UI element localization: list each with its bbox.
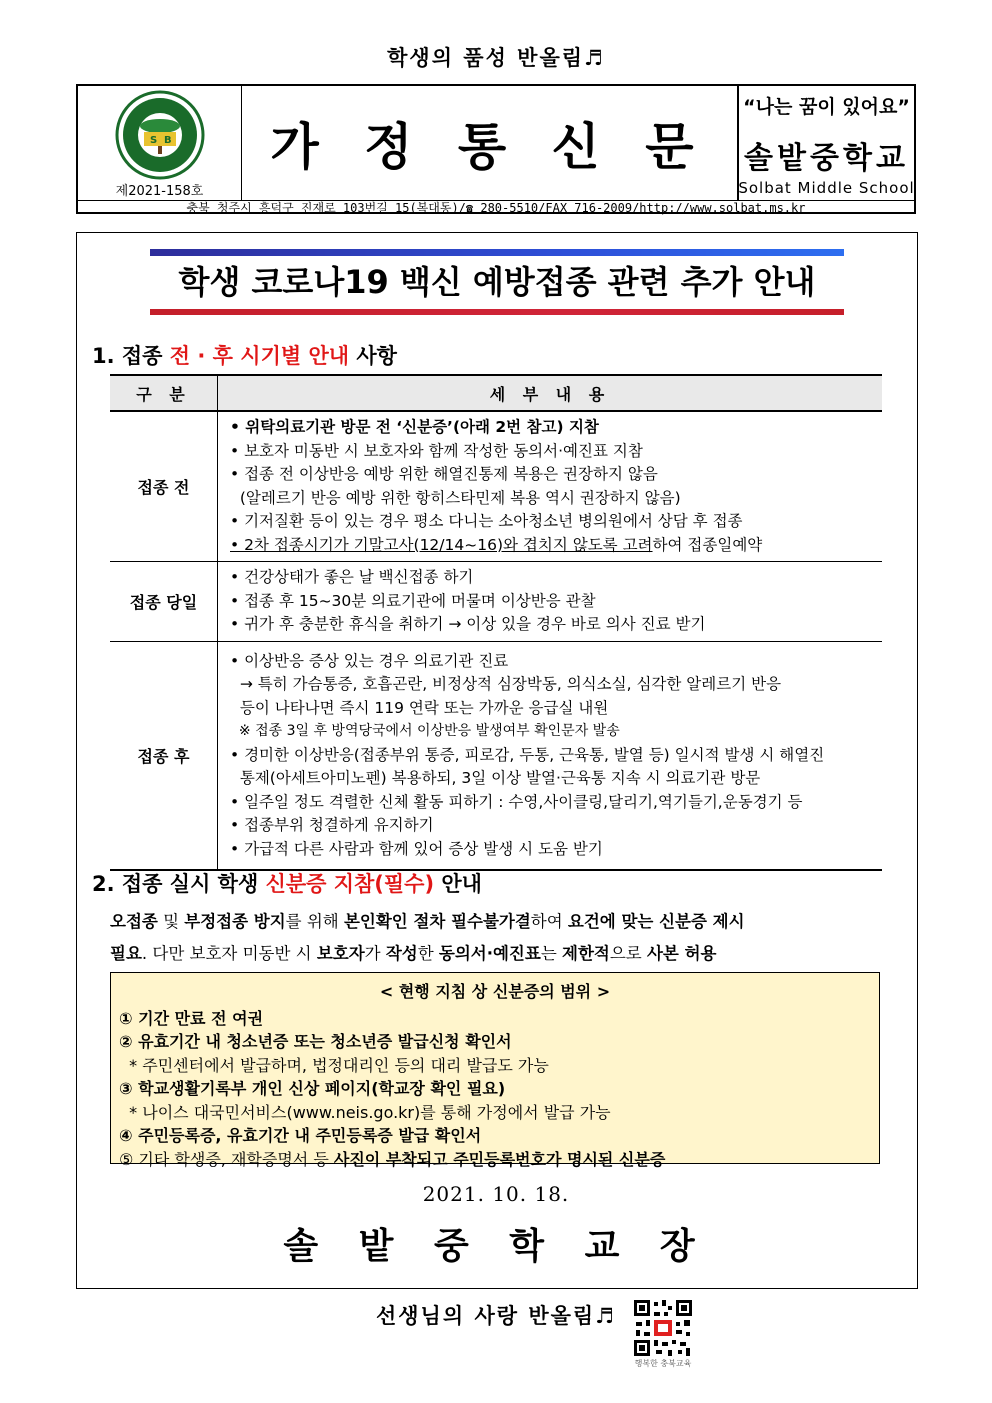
section2-heading bbox=[92, 868, 482, 898]
section1-heading bbox=[92, 340, 397, 370]
list-item: • 접종 전 이상반응 예방 위한 해열진통제 복용은 권장하지 않음 bbox=[230, 465, 658, 483]
section2-suffix: 안내 bbox=[434, 872, 482, 896]
para-text: 를 위해 bbox=[285, 912, 344, 931]
box-line-text: ⑤ 기타 학생증, 재학증명서 등 bbox=[119, 1149, 334, 1169]
section1-highlight: 전 · 후 시기별 안내 bbox=[169, 344, 350, 368]
para-text: 필요 bbox=[110, 944, 142, 963]
list-item: • 일주일 정도 격렬한 신체 활동 피하기 : 수영,사이클링,달리기,역기들기,운동경기 등 bbox=[230, 792, 803, 811]
svg-text:S: S bbox=[150, 135, 158, 146]
box-line: ② 유효기간 내 청소년증 또는 청소년증 발급신청 확인서 bbox=[119, 1032, 512, 1051]
title-bar-top bbox=[150, 249, 844, 256]
list-item: • 경미한 이상반응(접종부위 통증, 피로감, 두통, 근육통, 발열 등) 일시적 발생 시 해열진 bbox=[230, 745, 825, 764]
list-item: 등이 나타나면 즉시 119 연락 또는 가까운 응급실 내원 bbox=[230, 698, 609, 717]
school-address: 충북 청주시 흥덕구 진재로 103번길 15(복대동)/☎ 280-5510/FAX 716-2009/http://www.solbat.ms.kr bbox=[78, 200, 914, 215]
underlined-text: • 2차 접종시기가 기말고사(12/14~16)와 겹치지 않도록 고려 bbox=[230, 535, 653, 554]
top-motto: 학생의 품성 반올림♬ bbox=[387, 45, 605, 70]
issue-date: 2021. 10. 18. bbox=[422, 1182, 570, 1206]
box-line bbox=[119, 1148, 871, 1172]
section1-prefix: 1. 접종 bbox=[92, 344, 170, 368]
bottom-motto: 선생님의 사랑 반올림♬ bbox=[375, 1303, 617, 1328]
schedule-table bbox=[110, 374, 882, 871]
school-logo-icon bbox=[78, 86, 241, 184]
para-text: 본인확인 절차 필수불가결 bbox=[343, 912, 531, 931]
para-text: 요건에 맞는 신분증 제시 bbox=[567, 912, 745, 931]
para-text: 보호자 bbox=[316, 944, 365, 963]
list-item: • 위탁의료기관 방문 전 ‘신분증’(아래 2번 참고) 지참 bbox=[230, 418, 599, 436]
box-line: ④ 주민등록증, 유효기간 내 주민등록증 발급 확인서 bbox=[119, 1126, 482, 1145]
para-text: 작성 bbox=[385, 944, 418, 963]
col-header-details: 세 부 내 용 bbox=[218, 375, 883, 411]
issue-number: 제2021-158호 bbox=[78, 184, 242, 200]
school-logo-cell bbox=[78, 86, 242, 184]
para-text: 동의서·예진표 bbox=[438, 944, 541, 963]
box-line: ③ 학교생활기록부 개인 신상 페이지(학교장 확인 필요) bbox=[119, 1079, 506, 1098]
list-item: (알레르기 반응 예방 위한 항히스타민제 복용 역시 권장하지 않음) bbox=[230, 488, 681, 507]
main-title: 학생 코로나19 백신 예방접종 관련 추가 안내 bbox=[178, 263, 816, 301]
box-line: * 나이스 대국민서비스(www.neis.go.kr)를 통해 가정에서 발급 가능 bbox=[119, 1102, 611, 1122]
school-name-english: Solbat Middle School bbox=[738, 179, 915, 197]
list-item: • 접종 후 15~30분 의료기관에 머물며 이상반응 관찰 bbox=[230, 591, 596, 610]
principal-signature: 솔 밭 중 학 교 장 bbox=[283, 1225, 709, 1267]
box-line: * 주민센터에서 발급하며, 법정대리인 등의 대리 발급도 가능 bbox=[119, 1055, 549, 1075]
row-details-before bbox=[218, 411, 883, 562]
para-text: 제한적 bbox=[562, 944, 610, 963]
table-row bbox=[110, 411, 882, 562]
list-item bbox=[230, 534, 876, 558]
svg-text:B: B bbox=[164, 135, 172, 146]
qr-code-icon bbox=[632, 1298, 694, 1358]
id-scope-box bbox=[110, 972, 880, 1169]
para-text: 하여 bbox=[530, 912, 568, 931]
row-label-before: 접종 전 bbox=[110, 411, 218, 562]
newsletter-header bbox=[76, 84, 916, 214]
box-line: ① 기간 만료 전 여권 bbox=[119, 1008, 264, 1028]
box-line-text: 사진이 부착되고 주민등록번호가 명시된 신분증 bbox=[333, 1149, 666, 1169]
row-details-same-day bbox=[218, 562, 883, 642]
para-text: 및 bbox=[157, 912, 185, 931]
table-row bbox=[110, 562, 882, 642]
section2-highlight: 신분증 지참(필수) bbox=[265, 872, 435, 896]
section1-suffix: 사항 bbox=[349, 344, 397, 368]
para-text: 으로 bbox=[609, 944, 647, 963]
para-text: . 다만 보호자 미동반 시 bbox=[141, 944, 317, 963]
row-details-after bbox=[218, 641, 883, 870]
newsletter-title: 가 정 통 신 문 bbox=[241, 86, 739, 200]
list-item: → 특히 가슴통증, 호흡곤란, 비정상적 심장박동, 의식소실, 심각한 알레르기 반응 bbox=[230, 675, 782, 693]
list-item: • 귀가 후 충분한 휴식을 취하기 → 이상 있을 경우 바로 의사 진료 받기 bbox=[230, 615, 706, 633]
qr-caption: 행복한 충북교육 bbox=[634, 1359, 692, 1368]
list-item: • 가급적 다른 사람과 함께 있어 증상 발생 시 도움 받기 bbox=[230, 839, 603, 858]
list-item: • 기저질환 등이 있는 경우 평소 다니는 소아청소년 병의원에서 상담 후 접종 bbox=[230, 512, 743, 530]
list-item: ※ 접종 3일 후 방역당국에서 이상반응 발생여부 확인문자 발송 bbox=[230, 723, 620, 739]
school-slogan: “나는 꿈이 있어요” bbox=[743, 96, 910, 118]
row-label-after: 접종 후 bbox=[110, 641, 218, 870]
col-header-category: 구 분 bbox=[110, 375, 218, 411]
list-item: • 이상반응 증상 있는 경우 의료기관 진료 bbox=[230, 651, 509, 670]
table-row bbox=[110, 641, 882, 870]
section2-paragraph bbox=[110, 906, 882, 970]
school-identity bbox=[737, 86, 916, 200]
para-text: 한 bbox=[417, 944, 439, 963]
school-name: 솔밭중학교 bbox=[744, 141, 909, 176]
para-text: 부정접종 방지 bbox=[184, 912, 286, 931]
table-header-row bbox=[110, 375, 882, 411]
list-item: • 접종부위 청결하게 유지하기 bbox=[230, 816, 434, 834]
list-item: 통제(아세트아미노펜) 복용하되, 3일 이상 발열·근육통 지속 시 의료기관 방문 bbox=[230, 769, 761, 787]
para-text: 는 bbox=[540, 944, 562, 963]
para-text: 가 bbox=[364, 944, 386, 963]
para-text: 오접종 bbox=[110, 912, 158, 931]
row-label-same-day: 접종 당일 bbox=[110, 562, 218, 642]
title-bar-bottom bbox=[150, 309, 844, 315]
item-rest-text: 하여 접종일예약 bbox=[652, 535, 763, 554]
section2-prefix: 2. 접종 실시 학생 bbox=[92, 872, 266, 896]
list-item: • 건강상태가 좋은 날 백신접종 하기 bbox=[230, 568, 474, 586]
box-title: < 현행 지침 상 신분증의 범위 > bbox=[379, 982, 611, 1001]
para-text: 사본 허용 bbox=[646, 944, 717, 963]
list-item: • 보호자 미동반 시 보호자와 함께 작성한 동의서·예진표 지참 bbox=[230, 441, 643, 460]
